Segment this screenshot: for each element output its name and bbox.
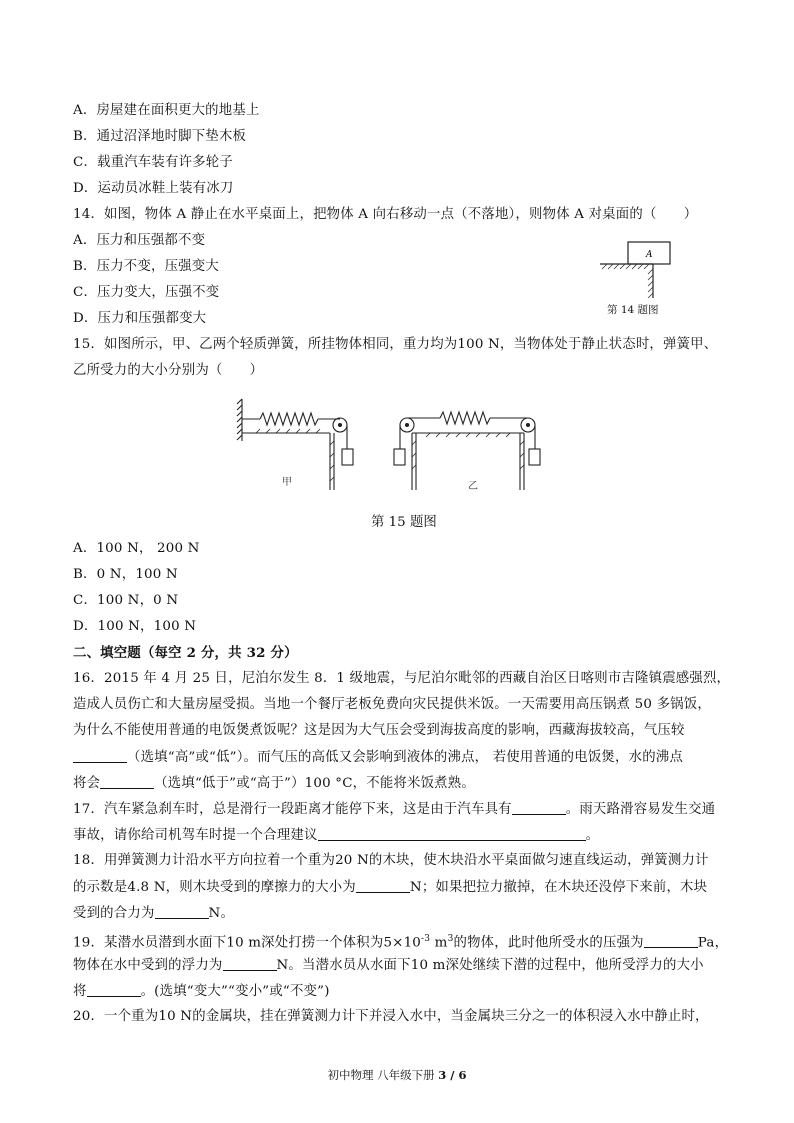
footer-text: 初中物理 八年级下册 bbox=[327, 1068, 439, 1082]
q15-option-a: A．100 N， 200 N bbox=[73, 541, 200, 556]
q17-line2 bbox=[73, 826, 599, 845]
q13-option-d: D．运动员冰鞋上装有冰刀 bbox=[73, 181, 234, 196]
q18-line2-start: 的示数是4.8 N，则木块受到的摩擦力的大小为 bbox=[73, 880, 356, 895]
q18-line3-start: 受到的合力为 bbox=[73, 906, 155, 921]
q18-line2 bbox=[73, 878, 707, 897]
q19-line3-start: 将 bbox=[73, 984, 87, 999]
q19-line3 bbox=[73, 982, 330, 1001]
spring-jia-setup bbox=[237, 399, 353, 490]
block-a-label: A bbox=[646, 250, 653, 260]
q16-line5-end: （选填“低于”或“高于”）100 °C，不能将米饭煮熟。 bbox=[154, 776, 475, 791]
label-yi: 乙 bbox=[468, 481, 478, 492]
q18-line3 bbox=[73, 904, 234, 923]
table-hatch bbox=[602, 264, 653, 298]
q15-option-b: B．0 N，100 N bbox=[73, 567, 178, 582]
q15-option-c: C．100 N，0 N bbox=[73, 593, 179, 608]
q19-line1-a: 19．某潜水员潜到水面下10 m深处打捞一个体积为5×10 bbox=[73, 935, 422, 951]
q17-line1-end: 。雨天路滑容易发生交通 bbox=[565, 802, 716, 817]
q13-option-a: A．房屋建在面积更大的地基上 bbox=[73, 103, 260, 118]
q16-line5-start: 将会 bbox=[73, 776, 101, 791]
label-jia: 甲 bbox=[282, 477, 292, 488]
q15-figure-caption: 第 15 题图 bbox=[371, 515, 437, 530]
q16-line3: 为什么不能使用普通的电饭煲煮饭呢？这是因为大气压会受到海拔高度的影响，西藏海拔较高，气压较 bbox=[73, 723, 685, 738]
q16-line2: 造成人员伤亡和大量房屋受损。当地一个餐厅老板免费向灾民提供米饭。一天需要用高压锅煮 50 多锅饭， bbox=[73, 697, 711, 712]
q19-unit-exponent: 3 bbox=[447, 934, 454, 944]
q17-line1-start: 17．汽车紧急刹车时，总是滑行一段距离才能停下来，这是由于汽车具有 bbox=[73, 802, 512, 817]
q14-option-b: B．压力不变，压强变大 bbox=[73, 259, 219, 274]
q19-line1-c: 的物体，此时他所受水的压强为 bbox=[453, 935, 644, 951]
q16-line5 bbox=[73, 774, 475, 793]
answer-blank[interactable] bbox=[73, 748, 127, 763]
q19-exponent: -3 bbox=[421, 934, 431, 944]
q15-stem-line2: 乙所受力的大小分别为（ ） bbox=[73, 363, 264, 378]
page-number: 3 / 6 bbox=[438, 1068, 467, 1082]
answer-blank[interactable] bbox=[512, 800, 566, 815]
q15-figure bbox=[236, 395, 558, 495]
weight-yi-right bbox=[529, 449, 540, 465]
answer-blank[interactable] bbox=[223, 956, 277, 971]
spring-yi-setup bbox=[394, 412, 540, 490]
q19-line2-end: N。当潜水员从水面下10 m深处继续下潜的过程中，他所受浮力的大小 bbox=[276, 958, 704, 973]
q18-line1: 18．用弹簧测力计沿水平方向拉着一个重为20 N的木块，使木块沿水平桌面做匀速直线运动，弹簧测力计 bbox=[73, 853, 709, 868]
weight-yi-left bbox=[394, 449, 405, 465]
q18-line3-end: N。 bbox=[208, 906, 235, 921]
q16-line4 bbox=[73, 748, 683, 767]
q20-line1: 20．一个重为10 N的金属块，挂在弹簧测力计下并浸入水中，当金属块三分之一的体积浸入水中静止时， bbox=[73, 1009, 709, 1024]
q14-figure-caption: 第 14 题图 bbox=[607, 304, 659, 316]
spring-yi bbox=[440, 412, 490, 424]
answer-blank[interactable] bbox=[155, 904, 209, 919]
weight-jia bbox=[342, 449, 353, 465]
answer-blank[interactable] bbox=[87, 982, 141, 997]
q19-line1-d: Pa， bbox=[697, 935, 729, 951]
q13-option-c: C．载重汽车装有许多轮子 bbox=[73, 155, 233, 170]
answer-blank[interactable] bbox=[644, 933, 698, 948]
q15-stem-line1: 15．如图所示，甲、乙两个轻质弹簧，所挂物体相同，重力均为100 N，当物体处于静止状态时，弹簧甲、 bbox=[73, 337, 718, 352]
spring-jia bbox=[260, 413, 318, 425]
q19-line1 bbox=[73, 930, 728, 952]
q19-line2-start: 物体在水中受到的浮力为 bbox=[73, 958, 223, 973]
q17-line2-start: 事故，请你给司机驾车时提一个合理建议 bbox=[73, 828, 318, 843]
q15-option-d: D．100 N，100 N bbox=[73, 619, 197, 634]
answer-blank[interactable] bbox=[318, 826, 586, 841]
q16-line1: 16．2015 年 4 月 25 日，尼泊尔发生 8．1 级地震，与尼泊尔毗邻的西藏自治区日喀则市吉隆镇震感强烈， bbox=[73, 671, 731, 686]
q14-option-a: A．压力和压强都不变 bbox=[73, 233, 206, 248]
q17-line1 bbox=[73, 800, 715, 819]
q16-line4-text: （选填“高”或“低”）。而气压的高低又会影响到液体的沸点， 若使用普通的电饭煲，水的沸点 bbox=[127, 750, 683, 765]
answer-blank[interactable] bbox=[100, 774, 154, 789]
q14-option-d: D．压力和压强都变大 bbox=[73, 311, 207, 326]
q17-line2-end: 。 bbox=[585, 828, 600, 843]
section-title: 二、填空题（每空 2 分，共 32 分） bbox=[73, 645, 298, 661]
q19-line2 bbox=[73, 956, 704, 975]
q19-unit: m bbox=[430, 935, 448, 951]
q13-option-b: B．通过沼泽地时脚下垫木板 bbox=[73, 129, 247, 144]
q18-line2-end: N；如果把拉力撤掉，在木块还没停下来前，木块 bbox=[409, 880, 708, 895]
q19-line3-end: 。(选填“变大”“变小”或“不变”) bbox=[140, 984, 330, 999]
q14-stem: 14．如图，物体 A 静止在水平桌面上，把物体 A 向右移动一点（不落地），则物体 A 对桌面的（ ） bbox=[73, 207, 698, 222]
q14-option-c: C．压力变大，压强不变 bbox=[73, 285, 220, 300]
answer-blank[interactable] bbox=[356, 878, 410, 893]
page-footer bbox=[0, 1067, 794, 1083]
